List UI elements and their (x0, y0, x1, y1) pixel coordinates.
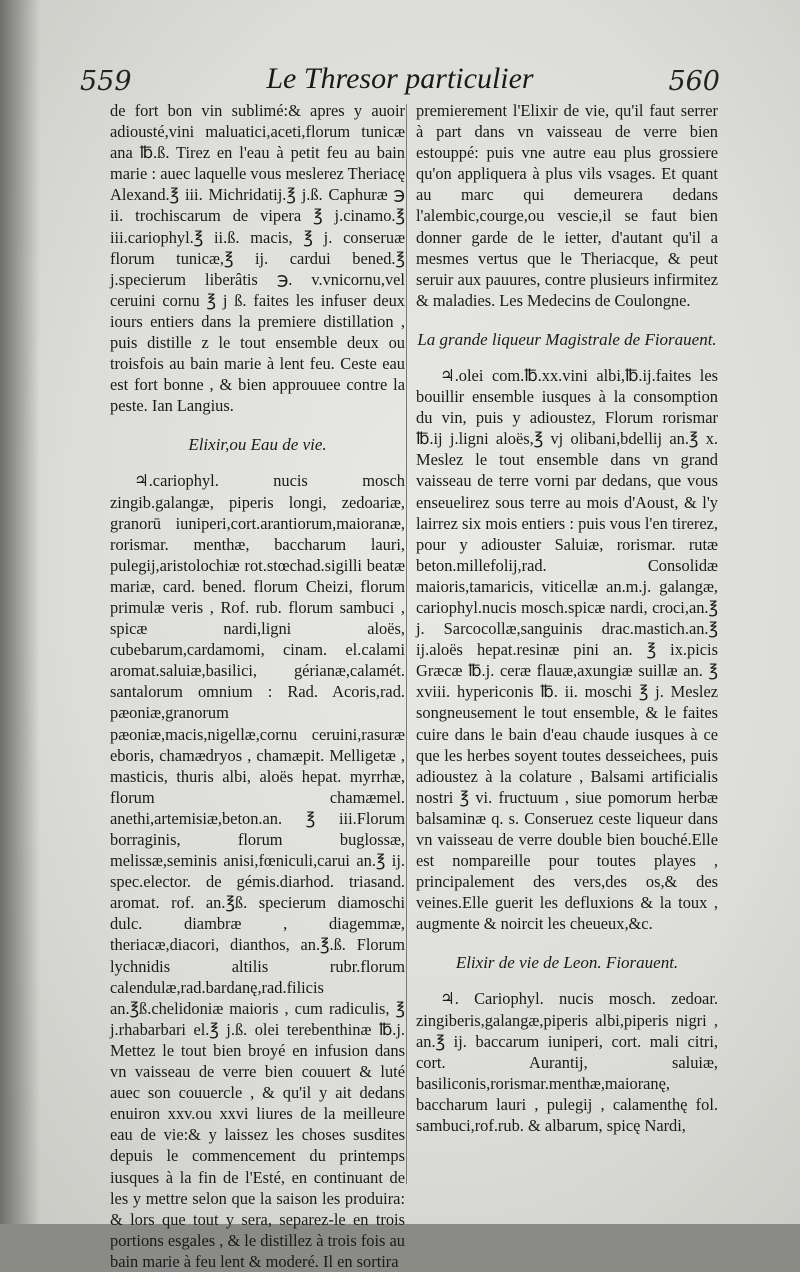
right-paragraph-3: ♃. Cariophyl. nucis mosch. zedoar. zingiberis,galangæ,piperis albi,piperis nigri , an.℥ ij. baccarum iuniperi, cort. mali citri, cort. Aurantij, saluiæ, basiliconis,rorismar.menthæ,maioranę, baccharum lauri , pulegij , calamenthę fol. sambuci,rof.rub. & albarum, spicę Nardi, (416, 989, 718, 1136)
section-heading-liqueur: La grande liqueur Magistrale de Fiorauent. (417, 329, 717, 349)
gutter-shadow (0, 0, 40, 1224)
section-heading-elixir: Elixir,ou Eau de vie. (188, 435, 327, 455)
right-paragraph-2: ♃.olei com.℔.xx.vini albi,℔.ij.faites les bouillir ensemble iusques à la consomption du vin, puis y adioustez, Florum rorismar ℔.ij j.ligni aloës,℥ vj olibani,bdellij an.℥ x. Meslez le tout ensemble dans vn grand vaisseau de terre vorni par dedans, que vous enseuelirez sous terre au mois d'Aoust, & l'y lairrez six mois entiers : puis vous l'en tirerez, pour y adiouster Saluiæ, rorismar. rutæ beton.millefolij,rad. Consolidæ maioris,tamaricis, viticellæ an.m.j. galangæ, cariophyl.nucis mosch.spicæ nardi, croci,an.℥ j. Sarcocollæ,sanguinis drac.mastich.an.℥ ij.aloës hepat.resinæ pini an. ℥ ix.picis Græcæ ℔.j. ceræ flauæ,axungiæ suillæ an. ℥ xviii. hypericonis ℔. ii. moschi ℥ j. Meslez songneusement le tout ensemble, & le faites cuire dans le bain d'eau chaude iusques à ce que les herbes soyent toutes desseichees, puis adioustez à la colature , Balsami artificialis nostri ℥ vi. fructuum , siue pomorum herbæ balsaminæ q. s. Conseruez ceste liqueur dans vn vaisseau de verre double bien bouché.Elle est nompareille pour toutes playes , principalement des vers,des os,& des veines.Elle guerit les defluxions & la toux , augmente & noircit les cheueux,&c. (416, 365, 718, 934)
left-paragraph-2: ♃.cariophyl. nucis mosch zingib.galangæ, piperis longi, zedoariæ, granorū iuniperi,cort.arantiorum,maioranæ, rorismar. menthæ, baccharum lauri, pulegij,aristolochiæ rot.stœchad.sigilli beatæ mariæ, card. bened. florum Cheizi, florum primulæ veris , Rof. rub. florum sambuci , spicæ nardi,ligni aloës, cubebarum,cardamomi, cinam. el.calami aromat.saluiæ,basilici, gérianæ,calamét. santalorum omnium : Rad. Acoris,rad. pæoniæ,granorum pæoniæ,macis,nigellæ,cornu ceruini,rasuræ eboris, chamædryos , chamæpit. Melligetæ , masticis, thuris albi, aloës hepat. myrrhæ, florum chamæmel. anethi,artemisiæ,beton.an. ℥ iii.Florum borraginis, florum buglossæ, melissæ,seminis anisi,fœniculi,carui an.℥ ij. spec.elector. de gémis.diarhod. triasand. aromat. rof. an.℥ß. specierum diamoschi dulc. diambræ , diagemmæ, theriacæ,diacori, dianthos, an.℥.ß. Florum lychnidis altilis rubr.florum calendulæ,rad.bardanę,rad.filicis an.℥ß.chelidoniæ maioris , cum radiculis, ℥ j.rhabarbari el.℥ j.ß. olei terebenthinæ ℔.j. Mettez le tout bien broyé en infusion dans vn vaisseau de verre bien couuert & luté auec son couuercle , & qu'il y ait dedans enuiron xxv.ou xxvi liures de la meilleure eau de vie:& y laissez les choses susdites depuis le commencement du printemps iusques à la fin de l'Esté, en continuant de les y mettre selon que la saison les produira: & lors que tout y sera, separez-le en trois portions esgales , & le distillez à trois fois au bain marie à feu lent & moderé. Il en sortira (110, 471, 405, 1271)
right-column (416, 100, 718, 1136)
left-column (110, 100, 405, 1272)
left-paragraph-1: de fort bon vin sublimé:& apres y auoir adiousté,vini maluatici,aceti,florum tunicæ ana ℔.ß. Tirez en l'eau à petit feu au bain marie : auec laquelle vous meslerez Theriacę Alexand.℥ iii. Michridatij.℥ j.ß. Caphuræ ℈ ii. trochiscarum de vipera ℥ j.cinamo.℥ iii.cariophyl.℥ ii.ß. macis, ℥ j. conseruæ florum tunicæ,℥ ij. cardui bened.℥ j.specierum liberâtis ℈. v.vnicornu,vel ceruini cornu ℥ j ß. faites les infuser deux iours entiers dans la premiere distillation , puis distille z le tout ensemble deux ou troisfois au bain marie à lent feu. Ceste eau est fort bonne , & bien approuuee contre la peste. Ian Langius. (110, 101, 405, 416)
page-number-right: 560 (668, 66, 720, 97)
right-paragraph-1: premierement l'Elixir de vie, qu'il faut serrer à part dans vn vaisseau de verre bien estouppé: puis vne autre eau plus grossiere qu'on appliquera à plus vils vsages. Et quant au marc qui demeurera dedans l'alembic,courge,ou vescie,il se faut bien donner garde de le ietter, d'autant qu'il a mesmes vertus que le Theriacque, & peut seruir aux pauures, contre plusieurs infirmitez & maladies. Les Medecins de Coulongne. (416, 101, 718, 310)
page-number-left: 559 (80, 66, 132, 97)
column-divider (406, 104, 407, 1184)
section-heading-elixir-leon: Elixir de vie de Leon. Fiorauent. (455, 953, 679, 973)
running-title: Le Thresor particulier (266, 62, 534, 95)
page-header (80, 62, 720, 102)
